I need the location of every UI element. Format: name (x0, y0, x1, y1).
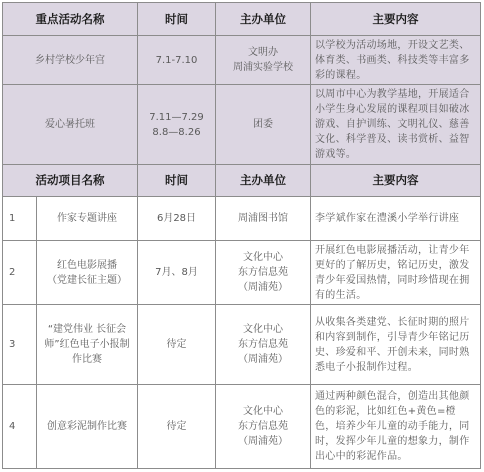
project-name-line: 作比赛 (72, 354, 102, 365)
project-name-cell (37, 241, 138, 305)
organizer-line: 东方信息苑 (238, 339, 288, 350)
time-cell: 7月、8月 (138, 241, 216, 305)
activity-table (2, 2, 481, 469)
organizer-line: 团委 (253, 119, 273, 130)
table-row (3, 385, 481, 469)
activity-document (2, 2, 480, 470)
organizer-cell (216, 305, 311, 385)
organizer-cell (216, 36, 311, 85)
project-name-line: （党建长征主题） (47, 274, 127, 286)
project-name-cell (37, 305, 138, 385)
content-cell: 从收集各类建党、长征时期的照片和内容到制作，引导青少年铭记历史、珍爱和平、开创未来，同时熟悉电子小报制作过程。 (311, 305, 481, 385)
organizer-cell (216, 241, 311, 305)
project-name-line: “建党伟业 长征会 (47, 324, 127, 335)
table-row (3, 197, 481, 241)
organizer-cell (216, 197, 311, 241)
time-line: 8.8—8.26 (152, 126, 201, 138)
header-activity-name: 重点活动名称 (3, 3, 138, 36)
time-cell (138, 85, 216, 165)
header-time: 时间 (138, 165, 216, 197)
row-index: 2 (3, 241, 37, 305)
content-cell: 以周市中心为教学基地，开展适合小学生身心发展的课程项目如破冰游戏、自护训练、文明礼仪、慈善文化、科学普及、读书赏析、益智游戏等。 (311, 85, 481, 165)
project-name-line: 作家专题讲座 (57, 213, 117, 224)
project-name-line: 红色电影展播 (57, 259, 117, 271)
organizer-cell (216, 85, 311, 165)
organizer-line: （周浦苑） (238, 282, 288, 293)
organizer-line: 东方信息苑 (238, 267, 288, 278)
table-row (3, 85, 481, 165)
organizer-line: 周浦图书馆 (238, 213, 288, 224)
row-index: 1 (3, 197, 37, 241)
row-index: 4 (3, 385, 37, 469)
content-cell: 李学斌作家在澧溪小学举行讲座 (311, 197, 481, 241)
project-name-line: 创意彩泥制作比赛 (47, 421, 127, 432)
content-cell: 开展红色电影展播活动，让青少年更好的了解历史，铭记历史，激发青少年爱国热情，同时珍惜现在拥有的生活。 (311, 241, 481, 305)
header-project-name: 活动项目名称 (3, 165, 138, 197)
section1-header-row (3, 3, 481, 36)
organizer-line: （周浦苑） (238, 354, 288, 365)
project-name-cell (37, 385, 138, 469)
header-content: 主要内容 (311, 165, 481, 197)
table-row (3, 36, 481, 85)
organizer-line: 文化中心 (243, 406, 283, 417)
organizer-line: 文化中心 (243, 252, 283, 263)
time-line: 7.1-7.10 (155, 54, 198, 66)
section2-header-row (3, 165, 481, 197)
content-cell: 以学校为活动场地，开设文艺类、体育类、书画类、科技类等丰富多彩的课程。 (311, 36, 481, 85)
project-name-cell (37, 197, 138, 241)
activity-name-cell: 乡村学校少年宫 (3, 36, 138, 85)
time-cell (138, 36, 216, 85)
activity-name-cell: 爱心暑托班 (3, 85, 138, 165)
header-organizer: 主办单位 (216, 165, 311, 197)
row-index: 3 (3, 305, 37, 385)
organizer-line: （周浦苑） (238, 436, 288, 447)
table-row (3, 305, 481, 385)
table-row (3, 241, 481, 305)
header-organizer: 主办单位 (216, 3, 311, 36)
organizer-cell (216, 385, 311, 469)
content-cell: 通过两种颜色混合，创造出其他颜色的彩泥，比如红色+黄色=橙色，培养少年儿童的动手能力，同时，发挥少年儿童的想象力，制作出心中的彩泥作品。 (311, 385, 481, 469)
time-line: 7.11—7.29 (149, 111, 204, 123)
header-time: 时间 (138, 3, 216, 36)
project-name-line: 师”红色电子小报制 (44, 339, 130, 350)
time-cell: 待定 (138, 385, 216, 469)
time-cell: 待定 (138, 305, 216, 385)
organizer-line: 东方信息苑 (238, 421, 288, 432)
organizer-line: 文明办 (248, 47, 278, 58)
time-cell: 6月28日 (138, 197, 216, 241)
organizer-line: 周浦实验学校 (233, 62, 293, 73)
header-content: 主要内容 (311, 3, 481, 36)
organizer-line: 文化中心 (243, 324, 283, 335)
